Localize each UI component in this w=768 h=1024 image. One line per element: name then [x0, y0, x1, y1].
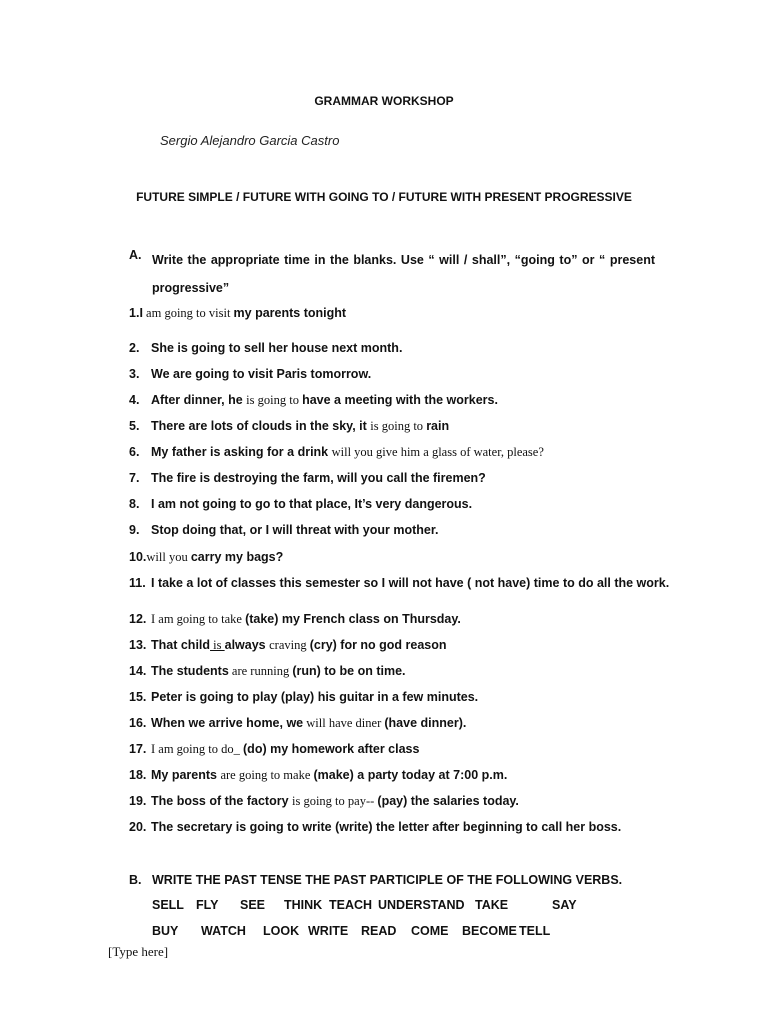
- exercise-text: My parents: [151, 768, 221, 782]
- exercise-number: 9.: [129, 523, 140, 537]
- verb-word: READ: [361, 924, 397, 938]
- exercise-text: have a meeting with the workers.: [302, 393, 498, 407]
- exercise-item: [129, 576, 669, 590]
- exercise-number: 18.: [129, 768, 147, 782]
- exercise-text: (pay) the salaries today.: [377, 794, 519, 808]
- exercise-number: 15.: [129, 690, 147, 704]
- exercise-item: [129, 393, 498, 408]
- exercise-text: my parents tonight: [233, 306, 347, 320]
- exercise-text: carry my bags?: [190, 550, 284, 564]
- exercise-text: Peter is going to play (play) his guitar in a few minutes.: [151, 690, 479, 704]
- exercise-text: The boss of the factory: [151, 794, 292, 808]
- exercise-number: 19.: [129, 794, 147, 808]
- exercise-number: 20.: [129, 820, 147, 834]
- exercise-text: The students: [151, 664, 229, 678]
- exercise-item: [129, 471, 486, 485]
- exercise-text: I take a lot of classes this semester so I will not have ( not have) time to do all the work.: [151, 576, 670, 590]
- exercise-text: is going to pay--: [292, 794, 378, 808]
- section-a-instruction: Write the appropriate time in the blanks. Use “ will / shall”, “going to” or “ present progressive”: [152, 253, 655, 295]
- exercise-number: 5.: [129, 419, 140, 433]
- verb-word: TELL: [519, 924, 551, 938]
- verb-word: THINK: [284, 898, 323, 912]
- author-name: Sergio Alejandro Garcia Castro: [160, 133, 340, 148]
- exercise-text: is going to: [370, 419, 427, 433]
- exercise-item: [129, 716, 466, 731]
- exercise-text: is: [210, 638, 225, 652]
- exercise-number: 11.: [129, 576, 146, 590]
- exercise-item: [129, 306, 346, 321]
- verb-word: COME: [411, 924, 449, 938]
- exercise-item: [129, 820, 621, 834]
- exercise-text: (cry) for no god reason: [309, 638, 447, 652]
- section-b-label: B.: [129, 873, 142, 887]
- exercise-text: (have dinner).: [384, 716, 467, 730]
- exercise-text: The fire is destroying the farm, will you call the firemen?: [151, 471, 486, 485]
- verb-word: SAY: [552, 898, 577, 912]
- exercise-number: 4.: [129, 393, 140, 407]
- exercise-item: [129, 612, 461, 627]
- verb-word: WATCH: [201, 924, 246, 938]
- verb-word: UNDERSTAND: [378, 898, 465, 912]
- exercise-text: (do) my homework after class: [243, 742, 420, 756]
- exercise-item: [129, 794, 519, 809]
- exercise-item: [129, 638, 447, 653]
- verb-word: FLY: [196, 898, 219, 912]
- exercise-number: 13.: [129, 638, 147, 652]
- exercise-text: The secretary is going to write (write) the letter after beginning to call her boss.: [151, 820, 622, 834]
- exercise-number: 8.: [129, 497, 140, 511]
- exercise-text: There are lots of clouds in the sky, it: [151, 419, 371, 433]
- exercise-text: are running: [228, 664, 293, 678]
- footer-placeholder: [Type here]: [108, 944, 169, 959]
- section-b-instruction: WRITE THE PAST TENSE THE PAST PARTICIPLE OF THE FOLLOWING VERBS.: [152, 873, 623, 887]
- exercise-number: 6.: [129, 445, 140, 459]
- exercise-text: are going to make: [220, 768, 314, 782]
- verb-word: TEACH: [329, 898, 373, 912]
- exercise-item: [129, 419, 449, 434]
- exercise-text: (run) to be on time.: [292, 664, 406, 678]
- page-title: GRAMMAR WORKSHOP: [314, 94, 454, 108]
- exercise-text: am going to visit: [142, 306, 234, 320]
- exercise-text: That child: [151, 638, 211, 652]
- verb-row-2: [0, 924, 768, 942]
- exercise-item: [129, 664, 406, 679]
- exercise-number: 12.: [129, 612, 147, 626]
- exercise-text: (make) a party today at 7:00 p.m.: [313, 768, 508, 782]
- section-a-label: A.: [129, 248, 142, 262]
- exercise-number: 17.: [129, 742, 147, 756]
- exercise-text: is going to: [246, 393, 303, 407]
- verb-word: TAKE: [475, 898, 509, 912]
- exercise-text: craving: [269, 638, 310, 652]
- exercise-item: [129, 367, 371, 381]
- exercise-text: rain: [426, 419, 450, 433]
- page-subtitle: FUTURE SIMPLE / FUTURE WITH GOING TO / FUTURE WITH PRESENT PROGRESSIVE: [136, 190, 632, 204]
- exercise-text: go to that place, It’s very dangerous.: [255, 497, 473, 511]
- exercise-number: 1.: [129, 306, 140, 320]
- exercise-number: 3.: [129, 367, 140, 381]
- exercise-text: I am going to take: [151, 612, 246, 626]
- exercise-number: 14.: [129, 664, 147, 678]
- exercise-text: I am going to do_: [151, 742, 244, 756]
- exercise-item: [129, 768, 507, 783]
- exercise-item: [129, 445, 544, 460]
- exercise-number: 7.: [129, 471, 140, 485]
- verb-word: LOOK: [263, 924, 300, 938]
- exercise-item: [129, 742, 419, 757]
- exercise-number: 10.: [129, 550, 147, 564]
- exercise-text: (take) my French class on Thursday.: [245, 612, 461, 626]
- exercise-number: 16.: [129, 716, 147, 730]
- exercise-number: 2.: [129, 341, 140, 355]
- exercise-text: My father is asking for a drink: [151, 445, 332, 459]
- exercise-text: will have diner: [303, 716, 385, 730]
- verb-word: SELL: [152, 898, 184, 912]
- exercise-text: will you give him a glass of water, please?: [331, 445, 544, 459]
- verb-word: BUY: [152, 924, 179, 938]
- verb-word: BECOME: [462, 924, 517, 938]
- exercise-text: I am not going to: [151, 497, 256, 511]
- verb-word: SEE: [240, 898, 266, 912]
- exercise-text: We are going to visit Paris tomorrow.: [151, 367, 372, 381]
- exercise-text: When we arrive home, we: [151, 716, 304, 730]
- verb-word: WRITE: [308, 924, 349, 938]
- exercise-item: [129, 497, 472, 511]
- verb-row-1: [0, 898, 768, 916]
- exercise-text: She is going to sell her house next month.: [151, 341, 403, 355]
- exercise-item: [129, 690, 478, 704]
- exercise-text: always: [224, 638, 270, 652]
- exercise-item: [129, 523, 439, 537]
- exercise-text: After dinner, he: [151, 393, 247, 407]
- exercise-text: I: [139, 306, 143, 320]
- exercise-text: Stop doing that, or I will threat with your mother.: [151, 523, 439, 537]
- exercise-item: [129, 341, 402, 355]
- exercise-item: [129, 550, 283, 565]
- exercise-text: will you: [146, 550, 191, 564]
